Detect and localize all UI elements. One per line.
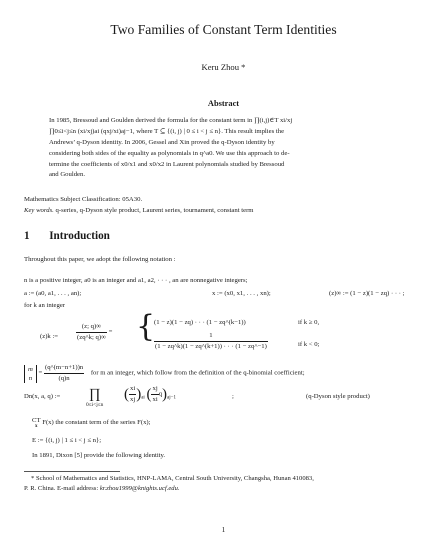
binomial-bottom: n xyxy=(28,374,33,382)
dn-factor-2-den: xi xyxy=(152,396,158,403)
abstract-line-5: termine the coefficients of x0/x1 and x0/x2 in Laurent polynomials studied by Bressoud xyxy=(49,161,285,168)
binomial-top: m xyxy=(28,365,33,373)
section-heading xyxy=(24,230,110,242)
footnote-rule xyxy=(24,471,120,472)
keywords-line xyxy=(24,206,254,216)
zk-denominator: (zq^k; q)∞ xyxy=(77,334,106,341)
footnote-line-1: * School of Mathematics and Statistics, HNP-LAMA, Central South University, Changsha, Hunan 410083, xyxy=(31,475,314,482)
abstract-line-4: considering both sides of the equality as polynomials in q^a0. We use this approach to de- xyxy=(49,150,290,157)
paper-title: Two Families of Constant Term Identities xyxy=(110,22,337,37)
case-2-denominator: (1 − zq^k)(1 − zq^(k+1)) · · · (1 − zq^−1) xyxy=(155,343,267,350)
section-number: 1 xyxy=(24,230,30,242)
abstract-line-2: ∏0≤i<j≤n (xi/xj)ai (qxj/xi)aj−1, where T ⊆ {(i, j) | 0 ≤ i < j ≤ n}. This result implies the xyxy=(49,128,285,135)
footnote-prefix: P. R. China. E-mail address: xyxy=(24,485,100,492)
intro-line: Throughout this paper, we adopt the following notation : xyxy=(24,256,176,263)
zk-numerator: (z; q)∞ xyxy=(76,322,107,333)
dn-factor-1-num: xi xyxy=(129,384,136,395)
dn-factors: ( $\frac{xi}{xj}$ )$_{ai}$ ( $\frac{xj}{xi}$ $q)_{aj-1}$ xyxy=(124,385,176,403)
dn-lhs: Dn(x, a, q) := xyxy=(24,393,61,400)
dixon-line: In 1891, Dixon [5] provide the following identity. xyxy=(32,452,166,459)
dn-factor-1-exp: ai xyxy=(141,395,145,401)
abstract-line-1: In 1985, Bressoud and Goulden derived the formula for the constant term in ∏(i,j)∈T xi/xj xyxy=(49,117,293,124)
case-1-condition: if k ≥ 0, xyxy=(298,319,320,326)
dn-product-subscript: 0≤i<j≤n xyxy=(86,402,104,408)
e-set-definition: E := {(i, j) | 1 ≤ i < j ≤ n}; xyxy=(32,437,102,444)
section-title: Introduction xyxy=(49,230,110,242)
dn-product: ∏ 0≤i<j≤n xyxy=(86,387,104,408)
ct-line xyxy=(32,418,151,430)
case-2-numerator: 1 xyxy=(154,331,268,342)
keywords-label: Key words. xyxy=(24,207,54,214)
dn-tag: (q-Dyson style product) xyxy=(306,393,370,400)
zk-fraction: $\frac{(z; q)\infty}{(zq\^{}k; q)\infty}$ = xyxy=(77,323,113,341)
dn-factor-2-q: q xyxy=(158,390,163,398)
msc-line: Mathematics Subject Classification: 05A30. xyxy=(24,196,143,203)
dn-factor-2-num: xj xyxy=(151,384,158,395)
notation-x-vector: x := (x0, x1, . . . , xn); xyxy=(212,290,271,297)
binomial-numerator: (q^(m−n+1))n xyxy=(44,363,84,374)
case-1-expr: (1 − z)(1 − zq) · · · (1 − zq^(k−1)) xyxy=(154,319,246,326)
binomial-text: for m an integer, which follow from the definition of the q-binomial coefficient; xyxy=(90,369,305,377)
dn-factor-2-exp: aj−1 xyxy=(167,395,176,401)
keywords-text: q-series, q-Dyson style product, Laurent series, tournament, constant term xyxy=(55,207,254,214)
page-number: 1 xyxy=(221,525,226,534)
ct-text: F(x) the constant term of the series F(x); xyxy=(42,419,151,426)
case-2-fraction xyxy=(154,331,268,352)
notation-n-line: n is a positive integer, a0 is an integer and a1, a2, · · · , an are nonnegative integers; xyxy=(24,277,248,284)
case-2-condition: if k < 0; xyxy=(298,341,320,348)
dn-semicolon: ; xyxy=(232,393,234,400)
zk-lhs: (z)k := xyxy=(40,333,59,340)
cases-brace: { xyxy=(136,309,156,344)
abstract-line-3: Andrews’ q-Dyson identity. In 2006, Gessel and Xin proved the q-Dyson identity by xyxy=(49,139,275,146)
author-line: Keru Zhou * xyxy=(201,62,246,72)
abstract-line-6: and Goulden. xyxy=(49,171,86,178)
binomial-denominator: (q)n xyxy=(58,375,70,382)
dn-factor-1-den: xj xyxy=(130,396,136,403)
footnote-line-2 xyxy=(24,485,180,492)
notation-a-vector: a := (a0, a1, . . . , an); xyxy=(24,290,82,297)
abstract-heading: Abstract xyxy=(207,99,240,108)
notation-z-infinity: (z)∞ := (1 − z)(1 − zq) · · · ; xyxy=(329,290,405,297)
ct-operator: CT xyxy=(32,417,41,424)
footnote-email[interactable]: kr.zhou1999@knights.ucf.edu. xyxy=(99,485,180,492)
q-binomial-definition: m n = $\frac{(q\^{}(m-n+1))n}{(q)n}$ for m an integer, which follow from the definition of the q-binomial coefficient; xyxy=(24,363,305,384)
ct-subscript: x xyxy=(35,424,38,429)
notation-for-k: for k an integer xyxy=(24,302,66,309)
